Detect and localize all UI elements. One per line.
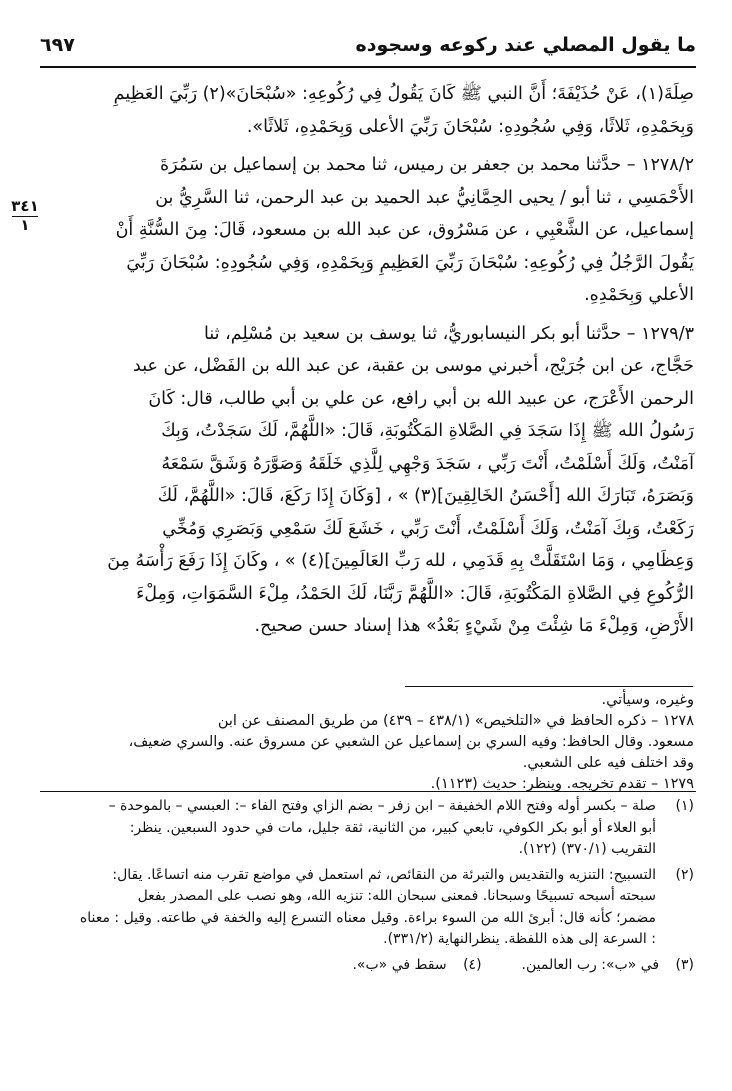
text-line: الأعلي وَبِحَمْدِهِ. [584,285,694,305]
footnote-number: (٢) [675,866,694,883]
text-line: الأَرْضِ، وَمِلْءَ مَا شِئْتَ مِنْ شَيْءٍ بَعْدُ» هذا إسناد حسن صحيح. [254,616,694,636]
footnotes-3-4 [42,955,694,977]
hadith-1278-line: ١٢٧٨/٢ – حدَّثنا محمد بن جعفر بن رميس، ثنا محمد بن إسماعيل بن سَمُرَةَ [159,155,694,175]
main-text [42,78,694,643]
footnote-line: مضمر؛ كأنه قال: أبرئ الله من السوء براءة. وقيل معناه التسرع إليه والخفة في طاعته. وقيل : معناه [79,909,656,926]
footnote-line: التقريب (٣٧٠/١) (١٢٢). [518,841,656,857]
text-line: وَبَصَرَهُ، تَبَارَكَ الله [أَحْسَنُ الخَالِقِينَ](٣) » ، [وَكَانَ إِذَا رَكَعَ، قَالَ: «اللَّهُمَّ، لَكَ [157,486,694,506]
footnote-line: : السرعة إلى هذه اللفظة. ينظرالنهاية (٣٣١/٢). [383,931,656,947]
text-line: صِلَةَ(١)، عَنْ حُذَيْفَةَ؛ أَنَّ النبي ﷺ كَانَ يَقُولُ فِي رُكُوعِهِ: «سُبْحَانَ»(٢) رَبِّيَ العَظِيمِ [113,84,694,104]
footnote-number: (٤) [463,956,482,973]
footnote-line: سبحته أسبحه تسبيحًا وسبحانا. فمعنى سبحان الله: تنزيه الله، وهو نصب على المصدر بفعل [137,888,656,904]
text-line: رَكَعْتُ، وَبِكَ آمَنْتُ، وَلَكَ أَسْلَمْتُ، أَنْتَ رَبِّي ، خَشَعَ لَكَ سَمْعِي وَبَصَرِي وَمُخِّي [162,518,694,539]
text-line: حَجَّاج، عن ابن جُرَيْج، أخبرني موسى بن عقبة، عن عبد الله بن الفَضْل، عن عبد [133,356,694,376]
footnote-separator [40,791,696,792]
footnote-1 [42,796,694,861]
notes-separator [405,686,693,687]
text-line: وَعِظَامِي ، وَمَا اسْتَقَلَّتْ بِهِ قَدَمِي ، لله رَبِّ العَالَمِينَ](٤) » ، وكَانَ إِذَا رَفَعَ رَأْسَهُ مِنَ [107,551,694,571]
footnote-4 [352,955,481,977]
folio-side: ١ [20,216,30,234]
takhrij-notes [42,690,694,795]
note-line: ١٢٧٨ – ذكره الحافظ في «التلخيص» (٤٣٨/١ – ٤٣٩) من طريق المصنف عن ابن [217,713,694,729]
text-line: الأَحْمَسِي ، ثنا أبو / يحيى الحِمَّانِيُّ عبد الحميد بن عبد الرحمن، ثنا السَّرِيُّ بن [155,187,694,208]
footnote-line: صلة – بكسر أوله وفتح اللام الخفيفة – ابن زفر – بضم الزاي وفتح الفاء –: العبسي – بالموحدة – [108,798,656,814]
note-line: وقد اختلف فيه على الشعبي. [522,755,694,771]
hadith-1279-line: ١٢٧٩/٣ – حدَّثنا أبو بكر النيسابوريُّ، ثنا يوسف بن سعيد بن مُسْلِم، ثنا [204,323,694,344]
footnote-number: (٣) [675,956,694,973]
footnote-line: أبو العلاء أو أبو بكر الكوفي، تابعي كبير، من الثانية، ثقة جليل، مات في حدود السبعين. ينظر: [129,819,656,836]
footnote-2 [42,865,694,951]
text-line: إسماعيل، عن الشَّعْبِي ، عن مَسْرُوق، عن عبد الله بن مسعود، قَالَ: مِنَ السُّنَّةِ أَنْ [115,220,694,240]
footnote-3 [522,955,694,977]
note-line: مسعود. وقال الحافظ: وفيه السري بن إسماعيل عن الشعبي عن مسروق عنه. والسري ضعيف، [128,734,694,750]
running-title: ما يقول المصلي عند ركوعه وسجوده [355,34,696,56]
header-rule [40,66,696,68]
manuscript-folio-note [8,198,42,233]
text-line: وَبِحَمْدِهِ، ثَلاثًا، وَفِي سُجُودِهِ: سُبْحَانَ رَبِّيَ الأعلى وَبِحَمْدِهِ، ثَلاثًا». [246,116,694,137]
text-line: الرُّكُوعِ فِي الصَّلاةِ المَكْتُوبَةِ، قَالَ: «اللَّهُمَّ رَبَّنَا، لَكَ الحَمْدُ، مِلْءَ السَّمَوَاتِ، وَمِلْءَ [136,583,694,604]
footnote-number: (١) [675,798,694,814]
running-header [40,30,696,66]
footnotes [42,796,694,976]
text-line: رَسُولُ الله ﷺ إِذَا سَجَدَ فِي الصَّلاةِ المَكْتُوبَةِ، قَالَ: «اللَّهُمَّ، لَكَ سَجَدْتُ، وَبِكَ [161,421,694,441]
footnote-line: التسبيح: التنزيه والتقديس والتبرئة من النقائص، ثم استعمل في مواضع تقرب منه اتساعًا. يقال: [112,866,656,883]
footnote-text: في «ب»: رب العالمين. [521,956,660,973]
folio-number: ٣٤١ [11,197,39,215]
footnote-text: سقط في «ب». [352,956,447,973]
note-line: وغيره، وسيأتي. [601,692,694,708]
text-line: الرحمن الأَعْرَج، عن عبيد الله بن أبي رافع، عن علي بن أبي طالب، قال: كَانَ [148,388,694,409]
note-line: ١٢٧٩ – تقدم تخريجه. وينظر: حديث (١١٢٣). [430,776,694,792]
text-line: يَقُولَ الرَّجُلُ فِي رُكُوعِهِ: سُبْحَانَ رَبِّيَ العَظِيمِ وَبِحَمْدِهِ، وَفِي سُجُودِهِ: سُبْحَانَ رَبِّيَ [126,252,694,273]
text-line: آمَنْتُ، وَلَكَ أَسْلَمْتُ، أَنْتَ رَبِّي ، سَجَدَ وَجْهِي لِلَّذِي خَلَقَهُ وَصَوَّرَهُ وَشَقَّ سَمْعَهُ [161,453,694,474]
page-number: ٦٩٧ [40,34,75,56]
